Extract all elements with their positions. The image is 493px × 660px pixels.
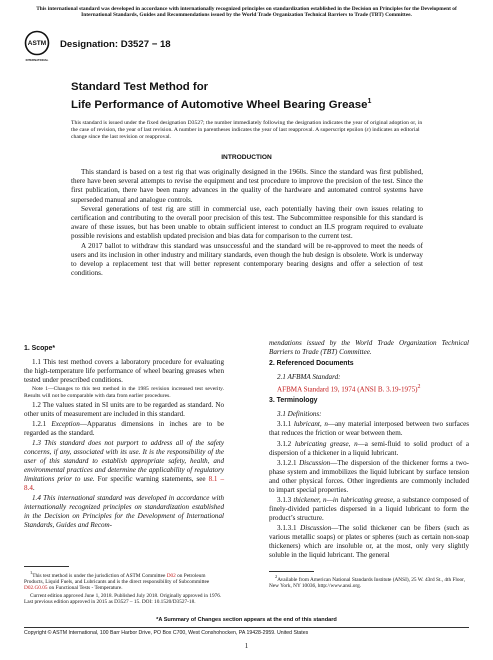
footnote-2: $^2$Available from American National Standards Institute (ANSI), 25 W. 43rd St., 4th Floor, New York, NY 10036, http://www.ansi.org. [269,574,466,590]
section-3-1-2: 3.1.2 lubricating grease, n—a semi-fluid to solid product of a dispersion of a thickener in a liquid lubricant. [269,439,469,457]
tbt-notice: This international standard was developed in accordance with internationally recognized principles on standardization established in the Decision on Principles for the Development of International Standards, Guides and Recommendations issued by the World Trade Organization Technical Barriers to Trade (TBT) Committee. [36,6,457,19]
footnotes-left [24,570,224,606]
section-3-1-3-1: 3.1.3.1 Discussion—The solid thickener can be fibers (such as various metallic soaps) or plates or spheres (such as certain non-soap thickeners) which are insoluble or, at the most, only very slightly soluble in the liquid lubricant. The general [269,524,469,559]
svg-text:ASTM: ASTM [27,40,47,47]
terminology-heading: 3. Terminology [269,397,318,405]
title-line-1: Standard Test Method for [71,81,209,93]
afbma-reference [269,383,469,394]
title-line-2: Life Performance of Automotive Wheel Bearing Grease$^1$ [71,97,372,111]
title-footnote-ref[interactable]: 1 [367,97,372,105]
svg-text:INTERNATIONAL: INTERNATIONAL [25,58,49,62]
committee-link[interactable]: D02 [166,572,176,579]
astm-logo-icon [24,30,50,64]
copyright-line: Copyright © ASTM International, 100 Barr Harbor Drive, PO Box C700, West Conshohocken, PA 19428-2959. United States [24,630,309,636]
right-column [269,339,469,561]
section-1-2: 1.2 The values stated in SI units are to be regarded as standard. No other units of measurement are included in this standard. [24,400,224,418]
summary-of-changes-note: *A Summary of Changes section appears at the end of this standard [156,617,337,623]
footnote-rule-left [24,566,69,567]
referenced-documents-heading: 2. Referenced Documents [269,359,354,367]
section-1-1: 1.1 This test method covers a laboratory procedure for evaluating the high-temperature life performance of wheel bearing greases when tested under prescribed conditions. [24,357,224,384]
footer-divider [24,627,469,628]
section-1-4-continued: mendations issued by the World Trade Organization Technical Barriers to Trade (TBT) Committee. [269,339,469,356]
scope-heading: 1. Scope* [24,345,56,352]
designation: Designation: D3527 − 18 [60,39,171,50]
section-3-1-2-1: 3.1.2.1 Discussion—The dispersion of the thickener forms a two-phase system and immobilizes the liquid lubricant by surface tension and other physical forces. Other ingredients are commonly included to impart special properties. [269,458,469,494]
note-1: Note 1—Changes to this test method in the 1985 revision increased test severity. Results will not be comparable with data from earlier procedures. [24,386,224,399]
afbma-link[interactable]: AFBMA Standard 19, 1974 (ANSI B. 3.19-1975) [277,385,418,394]
subcommittee-link[interactable]: D02.G0.05 [24,585,48,592]
footnotes-right [269,574,469,590]
left-column [24,342,224,531]
document-title [71,81,371,112]
section-1-4: 1.4 This international standard was developed in accordance with internationally recognized principles on standardization established in the Decision on Principles for the Development of International Standards, Guides and Recom- [24,493,224,529]
intro-paragraph: A 2017 ballot to withdraw this standard was unsuccessful and the standard will be re-approved to meet the needs of users and its inclusion in other industry and military standards, even though the hub design is obsolete. Work is underway to develop a replacement test that will better represent contemporary bearing designs and offer a selection of test conditions. [71,241,423,278]
footnote-1: $^1$This test method is under the jurisdiction of ASTM Committee D02 on Petroleum Products, Liquid Fuels, and Lubricants and is the direct responsibility of Subcommittee D02.G0.05 on Functional Tests - Temperature. [24,570,210,592]
intro-paragraph: Several generations of test rig are still in commercial use, each potentially having their own issues relating to certification and contributing to the overall poor precision of this test. The Subcommittee responsible for this standard is aware of these issues, but has been unable to obtain sufficient interest to conduct an ILS program required to evaluate possible revisions and establish updated precision and bias data for comparison to the current test. [71,204,423,241]
section-1-2-1: 1.2.1 Exception—Apparatus dimensions in inches are to be regarded as the standard. [24,419,225,437]
footnote-1-edition: Current edition approved June 1, 2018. Published July 2018. Originally approved in 1976. Last previous edition approved in 2015 as D3527 – 15. DOI: 10.1520/D3527-18. [24,592,222,605]
introduction-body [71,168,423,278]
footnote-2-ref[interactable]: 2 [417,384,421,391]
section-3-1-3: 3.1.3 thickener, n—in lubricating grease, a substance composed of finely-divided particles dispersed in a liquid lubricant to form the product’s structure. [269,495,469,522]
warning-link[interactable]: 8.1 – 8.4 [24,474,224,492]
section-2-1: 2.1 AFBMA Standard: [277,372,341,381]
section-3-1: 3.1 Definitions: [277,410,322,419]
section-3-1-1: 3.1.1 lubricant, n—any material interposed between two surfaces that reduces the friction or wear between them. [269,420,470,438]
intro-paragraph: This standard is based on a test rig that was originally designed in the 1960s. Since the standard was first published, there have been several attempts to revise the equipment and test procedure to improve the precision of the test. Since the first publication, there have been many advances in the quality of the hardware and automated control systems have superseded manual and analogue controls. [71,168,423,204]
issuance-statement: This standard is issued under the fixed designation D3527; the number immediately following the designation indicates the year of original adoption or, in the case of revision, the year of last revision. A number in parentheses indicates the year of last reapproval. A superscript epsilon (ε) indicates an editorial change since the last revision or reapproval. [71,120,423,140]
page-number: 1 [244,642,249,650]
section-1-3: 1.3 This standard does not purport to address all of the safety concerns, if any, associated with its use. It is the responsibility of the user of this standard to establish appropriate safety, health, and environmental practices and determine the applicability of regulatory limitations prior to use. For specific warning statements, see 8.1 – 8.4. [24,439,224,492]
introduction-heading: INTRODUCTION [221,154,272,161]
footnote-rule-right [269,571,314,572]
